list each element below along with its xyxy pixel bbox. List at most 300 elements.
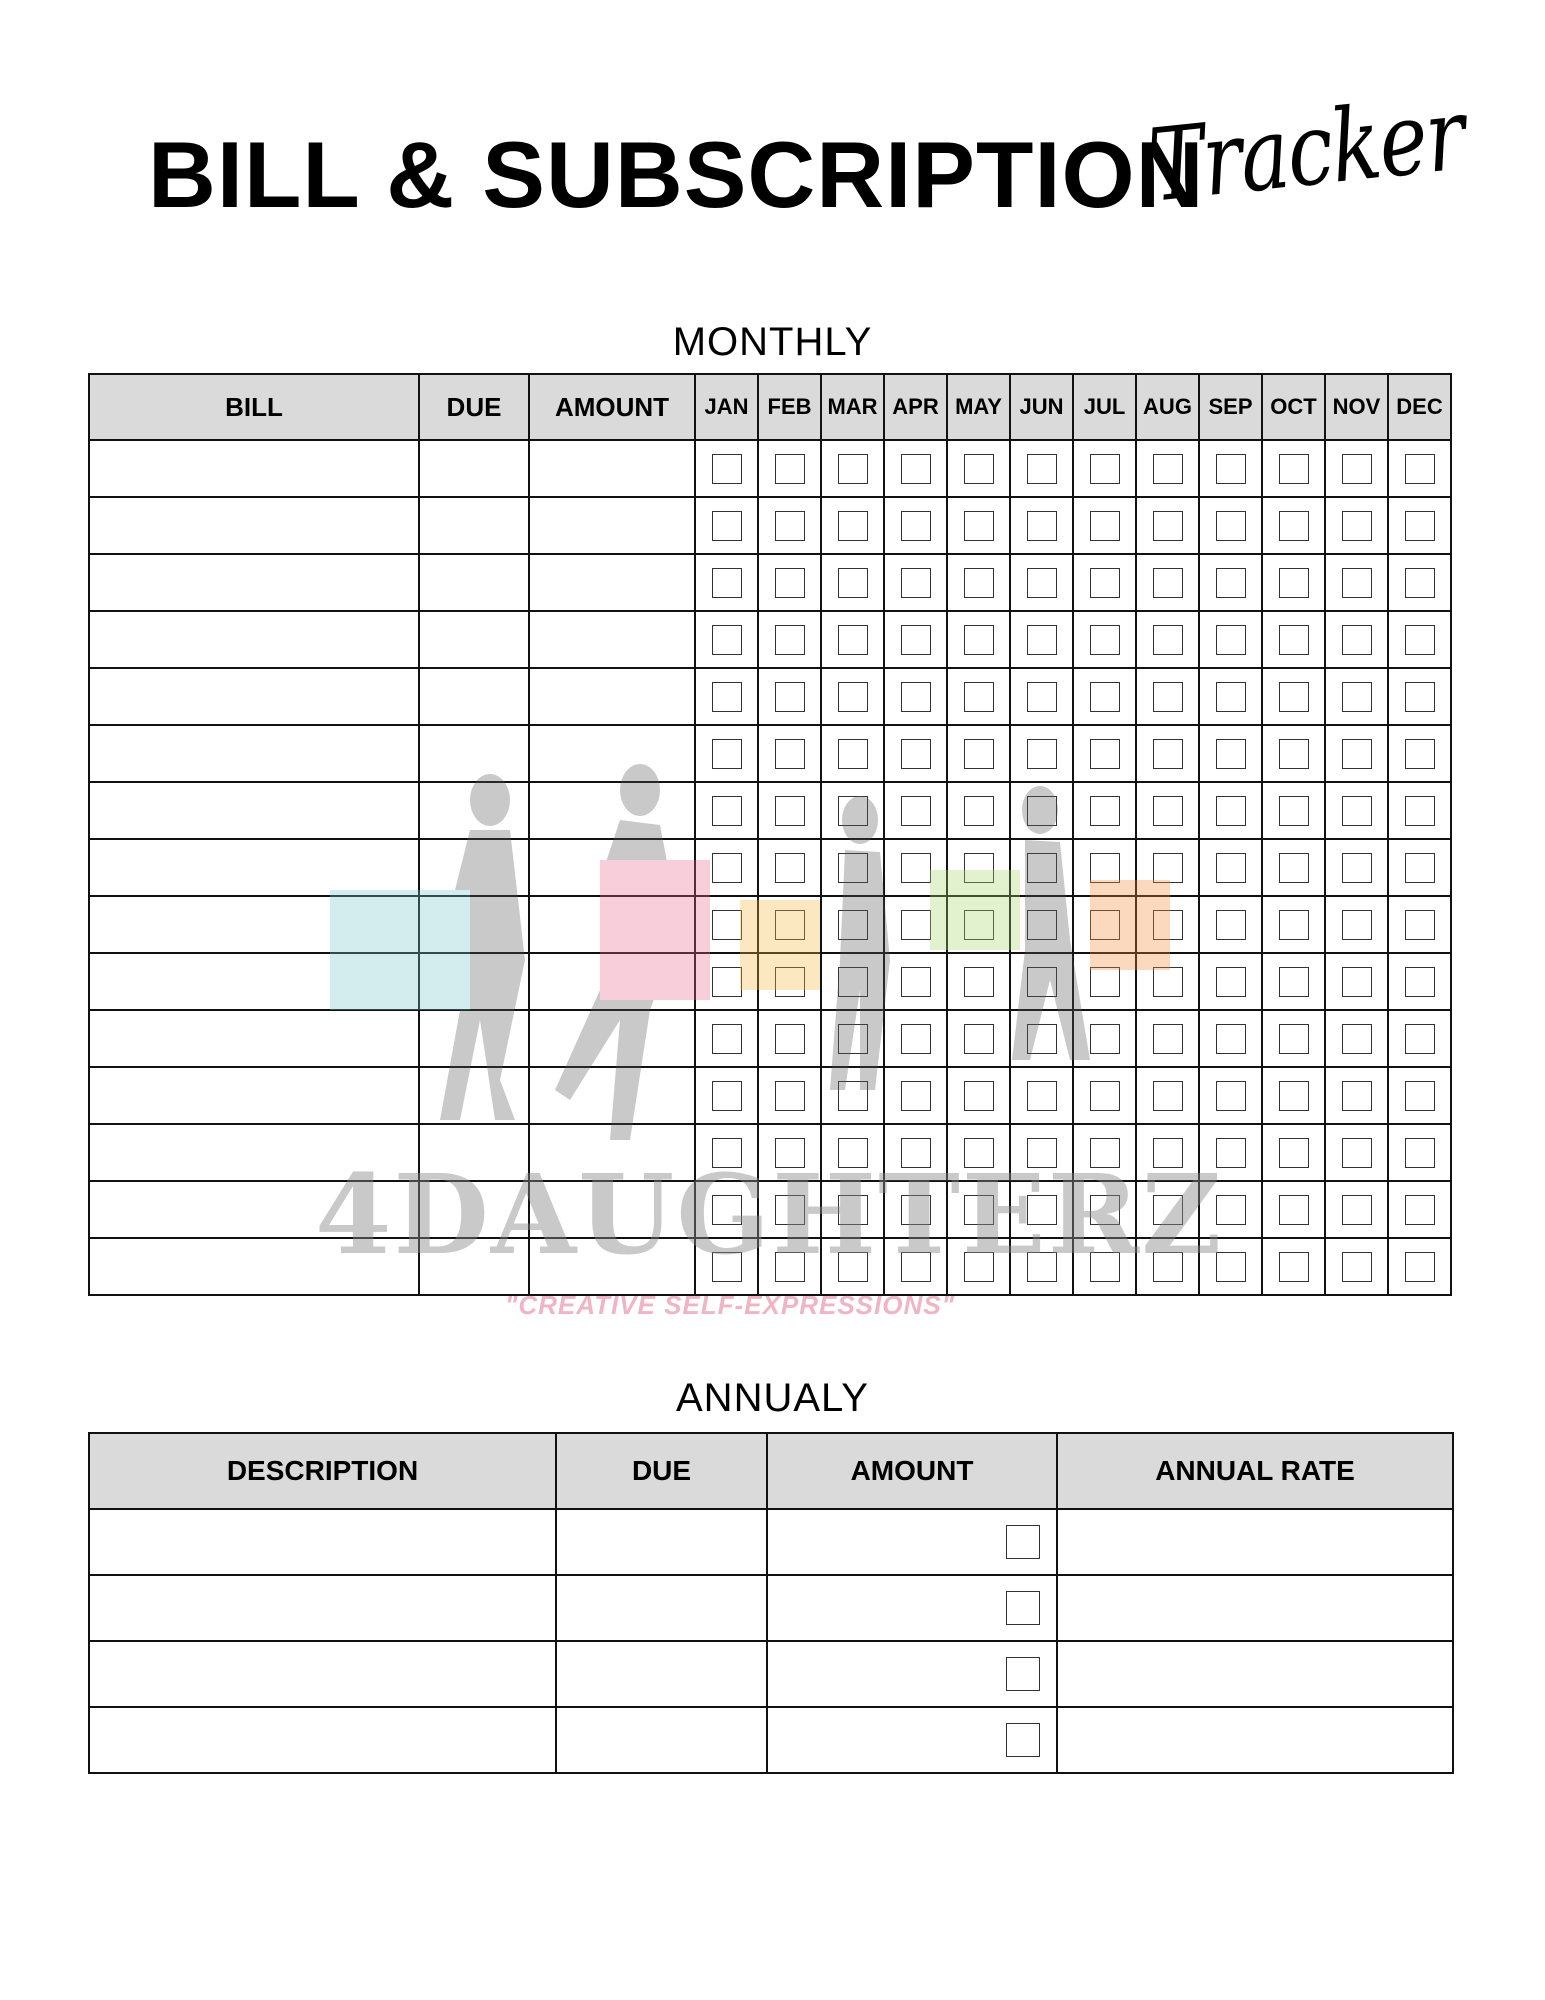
annual-rate-cell[interactable] [1057, 1509, 1453, 1575]
paid-checkbox[interactable] [838, 853, 868, 883]
paid-checkbox[interactable] [1216, 796, 1246, 826]
paid-checkbox[interactable] [1153, 1024, 1183, 1054]
paid-checkbox[interactable] [712, 796, 742, 826]
paid-checkbox[interactable] [1027, 910, 1057, 940]
paid-checkbox[interactable] [775, 910, 805, 940]
month-cell [1073, 1010, 1136, 1067]
month-cell [1325, 554, 1388, 611]
month-cell [1262, 1181, 1325, 1238]
paid-checkbox[interactable] [838, 910, 868, 940]
paid-checkbox[interactable] [1342, 739, 1372, 769]
month-cell [758, 554, 821, 611]
month-cell [884, 497, 947, 554]
bill-cell[interactable] [89, 497, 419, 554]
paid-checkbox[interactable] [712, 625, 742, 655]
column-header-month: SEP [1199, 374, 1262, 440]
month-cell [1388, 839, 1451, 896]
bill-cell[interactable] [89, 1067, 419, 1124]
paid-checkbox[interactable] [1153, 1081, 1183, 1111]
month-cell [1388, 554, 1451, 611]
paid-checkbox[interactable] [775, 454, 805, 484]
due-cell[interactable] [419, 440, 529, 497]
paid-checkbox[interactable] [1279, 682, 1309, 712]
paid-checkbox[interactable] [1027, 511, 1057, 541]
paid-checkbox[interactable] [1405, 967, 1435, 997]
paid-checkbox[interactable] [1153, 682, 1183, 712]
paid-checkbox[interactable] [712, 910, 742, 940]
paid-checkbox[interactable] [1216, 910, 1246, 940]
month-cell [1073, 953, 1136, 1010]
paid-checkbox[interactable] [1405, 910, 1435, 940]
paid-checkbox[interactable] [1216, 1081, 1246, 1111]
month-cell [821, 725, 884, 782]
paid-checkbox[interactable] [1006, 1591, 1040, 1625]
month-cell [947, 1067, 1010, 1124]
column-header-amount: AMOUNT [529, 374, 695, 440]
paid-checkbox[interactable] [1342, 1138, 1372, 1168]
annual-header-row [89, 1433, 1453, 1509]
paid-checkbox[interactable] [1405, 1081, 1435, 1111]
paid-checkbox[interactable] [964, 454, 994, 484]
month-cell [884, 782, 947, 839]
month-cell [1388, 896, 1451, 953]
paid-checkbox[interactable] [1342, 682, 1372, 712]
paid-checkbox[interactable] [1006, 1657, 1040, 1691]
annual-rate-cell[interactable] [1057, 1575, 1453, 1641]
month-cell [1388, 1010, 1451, 1067]
month-cell [947, 611, 1010, 668]
paid-checkbox[interactable] [1153, 568, 1183, 598]
paid-checkbox[interactable] [1279, 853, 1309, 883]
paid-checkbox[interactable] [1405, 625, 1435, 655]
paid-checkbox[interactable] [1342, 1024, 1372, 1054]
paid-checkbox[interactable] [1153, 511, 1183, 541]
paid-checkbox[interactable] [1342, 796, 1372, 826]
paid-checkbox[interactable] [712, 1081, 742, 1111]
paid-checkbox[interactable] [964, 511, 994, 541]
paid-checkbox[interactable] [712, 682, 742, 712]
paid-checkbox[interactable] [775, 511, 805, 541]
bill-cell[interactable] [89, 554, 419, 611]
paid-checkbox[interactable] [1006, 1525, 1040, 1559]
paid-checkbox[interactable] [712, 1024, 742, 1054]
paid-checkbox[interactable] [964, 853, 994, 883]
paid-checkbox[interactable] [1342, 511, 1372, 541]
description-cell[interactable] [89, 1641, 556, 1707]
paid-checkbox[interactable] [1342, 454, 1372, 484]
paid-checkbox[interactable] [1216, 568, 1246, 598]
table-row [89, 1067, 1451, 1124]
paid-checkbox[interactable] [1027, 454, 1057, 484]
month-cell [1073, 440, 1136, 497]
paid-checkbox[interactable] [1279, 739, 1309, 769]
paid-checkbox[interactable] [1090, 796, 1120, 826]
paid-checkbox[interactable] [901, 454, 931, 484]
amount-cell[interactable] [529, 611, 695, 668]
month-cell [1388, 1238, 1451, 1295]
paid-checkbox[interactable] [1090, 967, 1120, 997]
due-cell[interactable] [419, 953, 529, 1010]
annual-rate-cell[interactable] [1057, 1641, 1453, 1707]
due-cell[interactable] [419, 1010, 529, 1067]
paid-checkbox[interactable] [1405, 853, 1435, 883]
month-cell [1199, 725, 1262, 782]
paid-checkbox[interactable] [775, 568, 805, 598]
paid-checkbox[interactable] [901, 1081, 931, 1111]
month-cell [1199, 1067, 1262, 1124]
bill-cell[interactable] [89, 611, 419, 668]
month-cell [1262, 440, 1325, 497]
month-cell [947, 668, 1010, 725]
paid-checkbox[interactable] [1027, 568, 1057, 598]
table-row [89, 953, 1451, 1010]
amount-cell[interactable] [529, 839, 695, 896]
amount-cell[interactable] [767, 1641, 1057, 1707]
paid-checkbox[interactable] [1342, 1195, 1372, 1225]
paid-checkbox[interactable] [1405, 1195, 1435, 1225]
due-cell[interactable] [419, 497, 529, 554]
amount-cell[interactable] [529, 1067, 695, 1124]
paid-checkbox[interactable] [1405, 568, 1435, 598]
paid-checkbox[interactable] [1153, 967, 1183, 997]
amount-cell[interactable] [529, 782, 695, 839]
paid-checkbox[interactable] [1216, 853, 1246, 883]
month-cell [1262, 1124, 1325, 1181]
paid-checkbox[interactable] [838, 682, 868, 712]
month-cell [695, 725, 758, 782]
amount-cell[interactable] [767, 1509, 1057, 1575]
due-cell[interactable] [556, 1575, 767, 1641]
paid-checkbox[interactable] [964, 1024, 994, 1054]
month-cell [758, 725, 821, 782]
paid-checkbox[interactable] [901, 967, 931, 997]
paid-checkbox[interactable] [1153, 910, 1183, 940]
paid-checkbox[interactable] [838, 454, 868, 484]
paid-checkbox[interactable] [1279, 967, 1309, 997]
bill-cell[interactable] [89, 896, 419, 953]
paid-checkbox[interactable] [712, 853, 742, 883]
paid-checkbox[interactable] [1090, 910, 1120, 940]
paid-checkbox[interactable] [1405, 1024, 1435, 1054]
due-cell[interactable] [556, 1509, 767, 1575]
paid-checkbox[interactable] [1090, 511, 1120, 541]
paid-checkbox[interactable] [838, 511, 868, 541]
paid-checkbox[interactable] [1027, 853, 1057, 883]
paid-checkbox[interactable] [1405, 511, 1435, 541]
month-cell [1136, 668, 1199, 725]
paid-checkbox[interactable] [1027, 1081, 1057, 1111]
amount-cell[interactable] [767, 1707, 1057, 1773]
paid-checkbox[interactable] [1342, 967, 1372, 997]
month-cell [1388, 782, 1451, 839]
paid-checkbox[interactable] [964, 1081, 994, 1111]
due-cell[interactable] [556, 1641, 767, 1707]
paid-checkbox[interactable] [712, 967, 742, 997]
paid-checkbox[interactable] [775, 853, 805, 883]
paid-checkbox[interactable] [901, 853, 931, 883]
paid-checkbox[interactable] [901, 1024, 931, 1054]
paid-checkbox[interactable] [1405, 682, 1435, 712]
paid-checkbox[interactable] [901, 910, 931, 940]
description-cell[interactable] [89, 1575, 556, 1641]
paid-checkbox[interactable] [838, 1081, 868, 1111]
amount-cell[interactable] [529, 953, 695, 1010]
paid-checkbox[interactable] [964, 739, 994, 769]
bill-cell[interactable] [89, 668, 419, 725]
bill-cell[interactable] [89, 953, 419, 1010]
amount-cell[interactable] [529, 668, 695, 725]
paid-checkbox[interactable] [1405, 1252, 1435, 1282]
month-cell [1325, 440, 1388, 497]
amount-cell[interactable] [767, 1575, 1057, 1641]
paid-checkbox[interactable] [1090, 1081, 1120, 1111]
month-cell [1136, 839, 1199, 896]
column-header-bill: BILL [89, 374, 419, 440]
paid-checkbox[interactable] [901, 682, 931, 712]
table-row [89, 1707, 1453, 1773]
description-cell[interactable] [89, 1509, 556, 1575]
due-cell[interactable] [419, 668, 529, 725]
month-cell [1199, 611, 1262, 668]
month-cell [1010, 953, 1073, 1010]
month-cell [1262, 953, 1325, 1010]
paid-checkbox[interactable] [838, 739, 868, 769]
paid-checkbox[interactable] [1279, 1252, 1309, 1282]
due-cell[interactable] [419, 782, 529, 839]
month-cell [1325, 1067, 1388, 1124]
month-cell [1199, 896, 1262, 953]
paid-checkbox[interactable] [1279, 1024, 1309, 1054]
paid-checkbox[interactable] [1090, 682, 1120, 712]
paid-checkbox[interactable] [1279, 1081, 1309, 1111]
paid-checkbox[interactable] [901, 511, 931, 541]
month-cell [758, 440, 821, 497]
month-cell [1262, 782, 1325, 839]
paid-checkbox[interactable] [838, 1024, 868, 1054]
month-cell [1325, 1238, 1388, 1295]
paid-checkbox[interactable] [1216, 625, 1246, 655]
paid-checkbox[interactable] [712, 511, 742, 541]
month-cell [884, 1010, 947, 1067]
paid-checkbox[interactable] [1153, 796, 1183, 826]
paid-checkbox[interactable] [775, 625, 805, 655]
month-cell [1199, 440, 1262, 497]
paid-checkbox[interactable] [964, 625, 994, 655]
paid-checkbox[interactable] [1027, 739, 1057, 769]
paid-checkbox[interactable] [1216, 454, 1246, 484]
column-header-month: NOV [1325, 374, 1388, 440]
due-cell[interactable] [419, 896, 529, 953]
paid-checkbox[interactable] [1279, 910, 1309, 940]
paid-checkbox[interactable] [1342, 1081, 1372, 1111]
month-cell [758, 782, 821, 839]
paid-checkbox[interactable] [1090, 1024, 1120, 1054]
paid-checkbox[interactable] [1342, 853, 1372, 883]
paid-checkbox[interactable] [1153, 454, 1183, 484]
month-cell [1073, 782, 1136, 839]
paid-checkbox[interactable] [901, 625, 931, 655]
amount-cell[interactable] [529, 1010, 695, 1067]
paid-checkbox[interactable] [964, 568, 994, 598]
month-cell [1325, 611, 1388, 668]
paid-checkbox[interactable] [1405, 739, 1435, 769]
month-cell [1073, 497, 1136, 554]
monthly-header-row [89, 374, 1451, 440]
bill-cell[interactable] [89, 839, 419, 896]
paid-checkbox[interactable] [1342, 910, 1372, 940]
due-cell[interactable] [556, 1707, 767, 1773]
month-cell [1073, 668, 1136, 725]
due-cell[interactable] [419, 554, 529, 611]
due-cell[interactable] [419, 611, 529, 668]
paid-checkbox[interactable] [1279, 568, 1309, 598]
annual-rate-cell[interactable] [1057, 1707, 1453, 1773]
table-row [89, 896, 1451, 953]
month-cell [1388, 725, 1451, 782]
paid-checkbox[interactable] [1279, 796, 1309, 826]
paid-checkbox[interactable] [1216, 967, 1246, 997]
month-cell [1325, 839, 1388, 896]
table-row [89, 1575, 1453, 1641]
month-cell [884, 725, 947, 782]
paid-checkbox[interactable] [775, 1024, 805, 1054]
month-cell [1325, 668, 1388, 725]
paid-checkbox[interactable] [775, 1081, 805, 1111]
month-cell [1388, 497, 1451, 554]
table-row [89, 725, 1451, 782]
month-cell [1199, 782, 1262, 839]
paid-checkbox[interactable] [712, 454, 742, 484]
month-cell [1136, 611, 1199, 668]
bill-cell[interactable] [89, 440, 419, 497]
amount-cell[interactable] [529, 497, 695, 554]
paid-checkbox[interactable] [1090, 568, 1120, 598]
month-cell [758, 953, 821, 1010]
month-cell [884, 554, 947, 611]
paid-checkbox[interactable] [838, 796, 868, 826]
paid-checkbox[interactable] [775, 967, 805, 997]
paid-checkbox[interactable] [1153, 853, 1183, 883]
paid-checkbox[interactable] [1279, 454, 1309, 484]
month-cell [695, 1067, 758, 1124]
paid-checkbox[interactable] [1090, 853, 1120, 883]
paid-checkbox[interactable] [964, 910, 994, 940]
table-row [89, 1641, 1453, 1707]
month-cell [1073, 554, 1136, 611]
annual-table [88, 1432, 1454, 1774]
paid-checkbox[interactable] [838, 568, 868, 598]
due-cell[interactable] [419, 839, 529, 896]
paid-checkbox[interactable] [1090, 625, 1120, 655]
paid-checkbox[interactable] [1153, 625, 1183, 655]
paid-checkbox[interactable] [1342, 1252, 1372, 1282]
paid-checkbox[interactable] [1342, 568, 1372, 598]
bill-cell[interactable] [89, 1010, 419, 1067]
month-cell [821, 440, 884, 497]
paid-checkbox[interactable] [1027, 625, 1057, 655]
month-cell [1010, 440, 1073, 497]
paid-checkbox[interactable] [1027, 967, 1057, 997]
month-cell [884, 896, 947, 953]
paid-checkbox[interactable] [964, 682, 994, 712]
column-header-month: APR [884, 374, 947, 440]
paid-checkbox[interactable] [775, 682, 805, 712]
month-cell [1262, 1067, 1325, 1124]
watermark-tagline: "CREATIVE SELF-EXPRESSIONS" [505, 1290, 955, 1320]
due-cell[interactable] [419, 725, 529, 782]
paid-checkbox[interactable] [1090, 454, 1120, 484]
month-cell [1010, 611, 1073, 668]
table-row [89, 1509, 1453, 1575]
paid-checkbox[interactable] [1216, 1024, 1246, 1054]
month-cell [1325, 1010, 1388, 1067]
description-cell[interactable] [89, 1707, 556, 1773]
paid-checkbox[interactable] [1216, 739, 1246, 769]
paid-checkbox[interactable] [901, 796, 931, 826]
paid-checkbox[interactable] [838, 625, 868, 655]
paid-checkbox[interactable] [1279, 1195, 1309, 1225]
bill-cell[interactable] [89, 725, 419, 782]
amount-cell[interactable] [529, 896, 695, 953]
column-header-amount: AMOUNT [767, 1433, 1057, 1509]
due-cell[interactable] [419, 1067, 529, 1124]
table-row [89, 440, 1451, 497]
paid-checkbox[interactable] [1027, 682, 1057, 712]
paid-checkbox[interactable] [1216, 682, 1246, 712]
paid-checkbox[interactable] [1027, 796, 1057, 826]
paid-checkbox[interactable] [901, 739, 931, 769]
paid-checkbox[interactable] [901, 568, 931, 598]
paid-checkbox[interactable] [1279, 511, 1309, 541]
month-cell [1199, 953, 1262, 1010]
paid-checkbox[interactable] [1153, 739, 1183, 769]
month-cell [1262, 1010, 1325, 1067]
paid-checkbox[interactable] [1006, 1723, 1040, 1757]
paid-checkbox[interactable] [964, 967, 994, 997]
paid-checkbox[interactable] [1279, 1138, 1309, 1168]
month-cell [1010, 554, 1073, 611]
month-cell [758, 497, 821, 554]
paid-checkbox[interactable] [1405, 454, 1435, 484]
paid-checkbox[interactable] [712, 568, 742, 598]
month-cell [884, 668, 947, 725]
month-cell [1388, 1067, 1451, 1124]
amount-cell[interactable] [529, 725, 695, 782]
paid-checkbox[interactable] [712, 739, 742, 769]
column-header-month: JUN [1010, 374, 1073, 440]
paid-checkbox[interactable] [964, 796, 994, 826]
paid-checkbox[interactable] [1405, 796, 1435, 826]
amount-cell[interactable] [529, 440, 695, 497]
paid-checkbox[interactable] [838, 967, 868, 997]
amount-cell[interactable] [529, 554, 695, 611]
paid-checkbox[interactable] [775, 796, 805, 826]
paid-checkbox[interactable] [1090, 739, 1120, 769]
month-cell [1325, 725, 1388, 782]
paid-checkbox[interactable] [1342, 625, 1372, 655]
bill-cell[interactable] [89, 782, 419, 839]
month-cell [1199, 554, 1262, 611]
paid-checkbox[interactable] [1027, 1024, 1057, 1054]
paid-checkbox[interactable] [775, 739, 805, 769]
paid-checkbox[interactable] [1279, 625, 1309, 655]
month-cell [1262, 725, 1325, 782]
month-cell [1010, 782, 1073, 839]
paid-checkbox[interactable] [1216, 511, 1246, 541]
paid-checkbox[interactable] [1405, 1138, 1435, 1168]
month-cell [884, 611, 947, 668]
page-header [0, 75, 1545, 268]
